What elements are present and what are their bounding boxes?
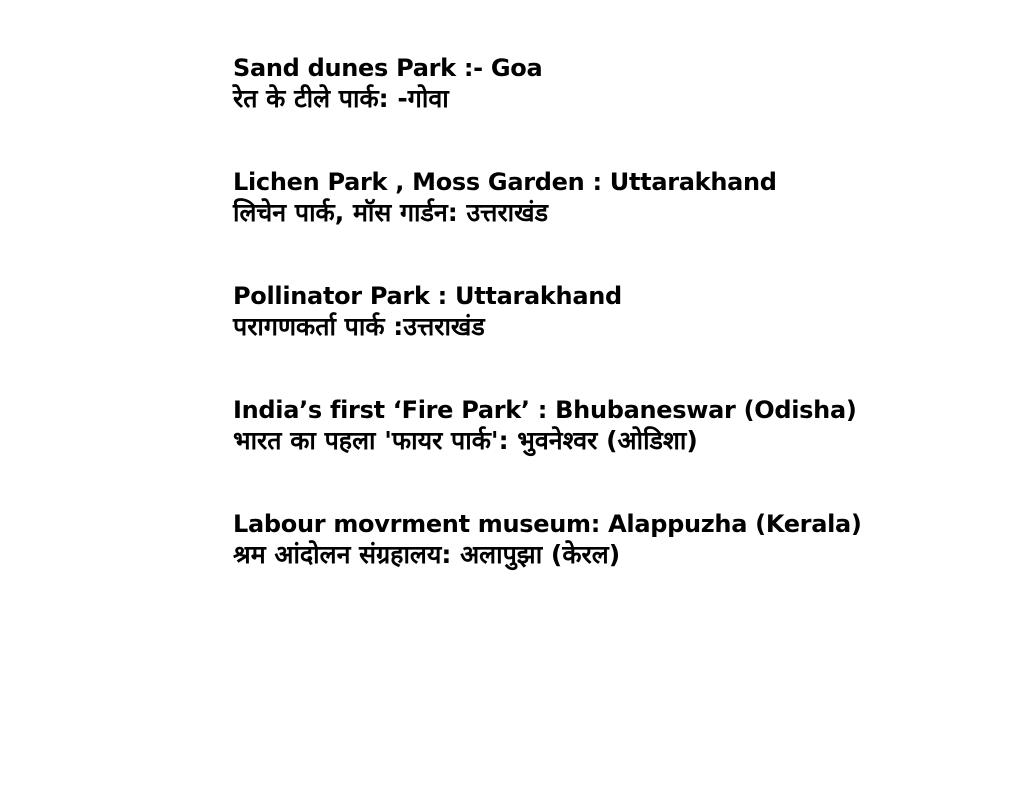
entry-english-text: India’s first ‘Fire Park’ : Bhubaneswar (Odisha) bbox=[233, 396, 857, 424]
entry-labour-movement-museum bbox=[233, 508, 993, 570]
document-body bbox=[233, 52, 993, 622]
entry-hindi-text: रेत के टीले पार्क: -गोवा bbox=[233, 84, 449, 113]
entry-sand-dunes-park bbox=[233, 52, 993, 114]
entry-fire-park bbox=[233, 394, 993, 456]
entry-lichen-park bbox=[233, 166, 993, 228]
entry-hindi-text: लिचेन पार्क, मॉस गार्डन: उत्तराखंड bbox=[233, 198, 548, 227]
entry-pollinator-park bbox=[233, 280, 993, 342]
entry-english-text: Lichen Park , Moss Garden : Uttarakhand bbox=[233, 168, 777, 196]
entry-hindi-text: श्रम आंदोलन संग्रहालय: अलापुझा (केरल) bbox=[233, 540, 621, 569]
entry-english-text: Labour movrment museum: Alappuzha (Kerala) bbox=[233, 510, 862, 538]
entry-hindi-text: परागणकर्ता पार्क :उत्तराखंड bbox=[233, 312, 485, 341]
entry-english-text: Sand dunes Park :- Goa bbox=[233, 54, 543, 82]
entry-hindi-text: भारत का पहला 'फायर पार्क': भुवनेश्वर (ओडिशा) bbox=[233, 426, 698, 455]
entry-english-text: Pollinator Park : Uttarakhand bbox=[233, 282, 622, 310]
